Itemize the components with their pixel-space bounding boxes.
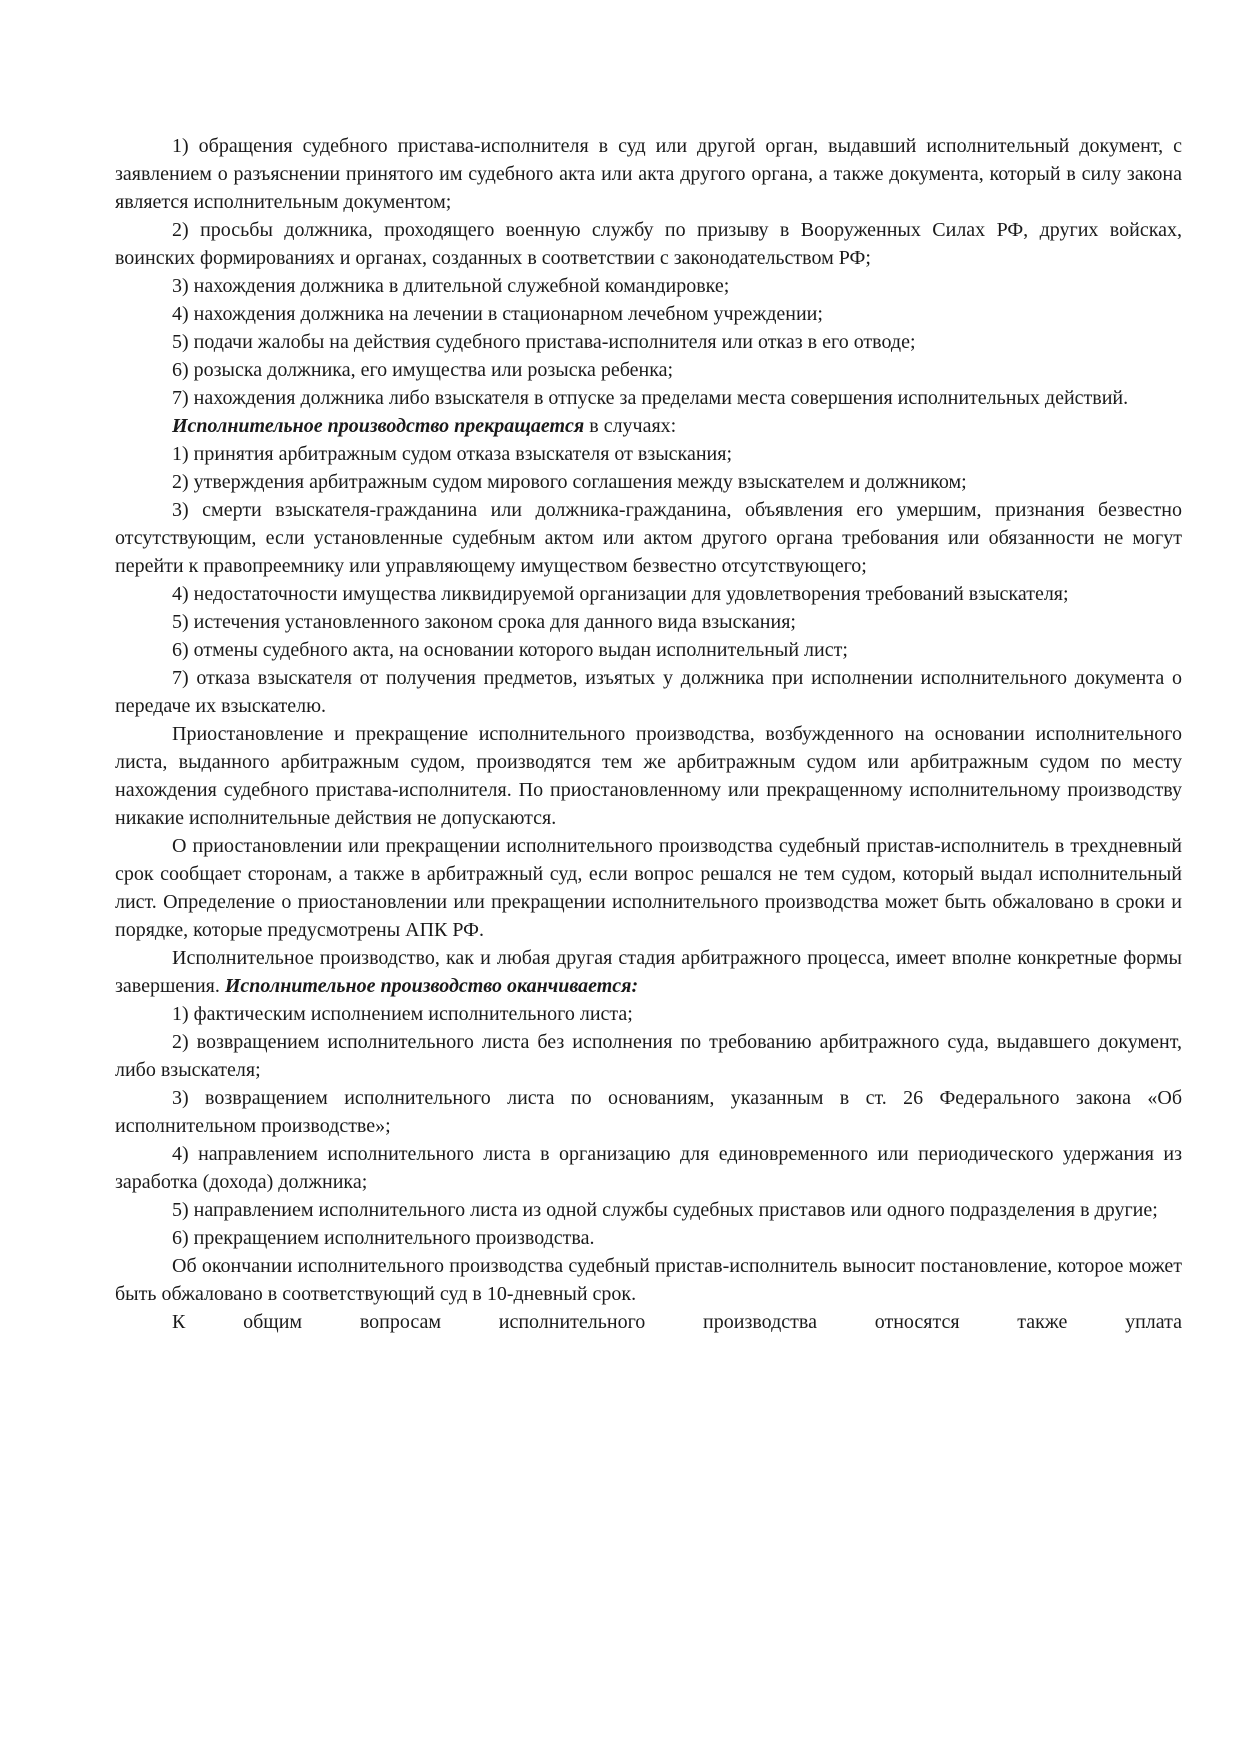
paragraph-text: 7) нахождения должника либо взыскателя в отпуске за пределами места совершения исполнительных действий. xyxy=(172,387,1129,409)
paragraph xyxy=(115,944,1182,1000)
paragraph-text: 2) утверждения арбитражным судом мирового соглашения между взыскателем и должником; xyxy=(172,471,967,493)
paragraph xyxy=(115,272,1182,300)
paragraph-text: 6) прекращением исполнительного производства. xyxy=(172,1227,595,1249)
paragraph xyxy=(115,1140,1182,1196)
paragraph xyxy=(115,636,1182,664)
paragraph-text: 6) отмены судебного акта, на основании которого выдан исполнительный лист; xyxy=(172,639,848,661)
paragraph xyxy=(115,664,1182,720)
paragraph xyxy=(115,1224,1182,1252)
document-page xyxy=(115,132,1182,1336)
paragraph-text: 6) розыска должника, его имущества или розыска ребенка; xyxy=(172,359,674,381)
paragraph xyxy=(115,608,1182,636)
paragraph-text: Приостановление и прекращение исполнительного производства, возбужденного на основании исполнительного листа, выданного арбитражным судом, производятся тем же арбитражным судом или арбитражным судом по месту нахождения судебного пристава-исполнителя. По приостановленному или прекращенному исполнительному производству никакие исполнительные действия не допускаются. xyxy=(115,723,1182,829)
paragraph xyxy=(115,356,1182,384)
paragraph xyxy=(115,1084,1182,1140)
paragraph xyxy=(115,468,1182,496)
paragraph-text: 3) возвращением исполнительного листа по основаниям, указанным в ст. 26 Федерального закона «Об исполнительном производстве»; xyxy=(115,1087,1182,1137)
paragraph xyxy=(115,412,1182,440)
paragraph xyxy=(115,328,1182,356)
paragraph xyxy=(115,216,1182,272)
paragraph-text: 3) нахождения должника в длительной служебной командировке; xyxy=(172,275,730,297)
paragraph xyxy=(115,1196,1182,1224)
paragraph xyxy=(115,580,1182,608)
paragraph-text: 5) подачи жалобы на действия судебного пристава-исполнителя или отказ в его отводе; xyxy=(172,331,916,353)
paragraph xyxy=(115,832,1182,944)
emphasis-heading: Исполнительное производство оканчивается: xyxy=(224,975,639,997)
paragraph-text: 1) фактическим исполнением исполнительного листа; xyxy=(172,1003,633,1025)
paragraph-text: 7) отказа взыскателя от получения предметов, изъятых у должника при исполнении исполнительного документа о передаче их взыскателю. xyxy=(115,667,1182,717)
emphasis-heading: Исполнительное производство прекращается xyxy=(172,415,585,437)
paragraph xyxy=(115,1252,1182,1308)
paragraph-text: О приостановлении или прекращении исполнительного производства судебный пристав-исполнитель в трехдневный срок сообщает сторонам, а также в арбитражный суд, если вопрос решался не тем судом, который выдал исполнительный лист. Определение о приостановлении или прекращении исполнительного производства может быть обжаловано в сроки и порядке, которые предусмотрены АПК РФ. xyxy=(115,835,1182,941)
paragraph xyxy=(115,1028,1182,1084)
paragraph-text: 4) нахождения должника на лечении в стационарном лечебном учреждении; xyxy=(172,303,823,325)
paragraph-text: 1) принятия арбитражным судом отказа взыскателя от взыскания; xyxy=(172,443,733,465)
paragraph-text: 2) возвращением исполнительного листа без исполнения по требованию арбитражного суда, выдавшего документ, либо взыскателя; xyxy=(115,1031,1182,1081)
paragraph xyxy=(115,384,1182,412)
paragraph xyxy=(115,440,1182,468)
paragraph xyxy=(115,300,1182,328)
paragraph-text: 3) смерти взыскателя-гражданина или должника-гражданина, объявления его умершим, признания безвестно отсутствующим, если установленные судебным актом или актом другого органа требования или обязанности не могут перейти к правопреемнику или управляющему имуществом безвестно отсутствующего; xyxy=(115,499,1182,577)
paragraph-text: Исполнительное производство, как и любая другая стадия арбитражного процесса, имеет вполне конкретные формы завершения. xyxy=(115,947,1182,997)
paragraph-text: в случаях: xyxy=(584,415,677,437)
paragraph xyxy=(115,132,1182,216)
paragraph-text: 2) просьбы должника, проходящего военную службу по призыву в Вооруженных Силах РФ, других войсках, воинских формированиях и органах, созданных в соответствии с законодательством РФ; xyxy=(115,219,1182,269)
paragraph-text: 4) направлением исполнительного листа в организацию для единовременного или периодического удержания из заработка (дохода) должника; xyxy=(115,1143,1182,1193)
paragraph xyxy=(115,1308,1182,1336)
paragraph-text: 1) обращения судебного пристава-исполнителя в суд или другой орган, выдавший исполнительный документ, с заявлением о разъяснении принятого им судебного акта или акта другого органа, а также документа, который в силу закона является исполнительным документом; xyxy=(115,135,1182,213)
paragraph-text: 4) недостаточности имущества ликвидируемой организации для удовлетворения требований взыскателя; xyxy=(172,583,1069,605)
paragraph xyxy=(115,720,1182,832)
paragraph-text: 5) истечения установленного законом срока для данного вида взыскания; xyxy=(172,611,796,633)
paragraph xyxy=(115,1000,1182,1028)
paragraph-text: Об окончании исполнительного производства судебный пристав-исполнитель выносит постановление, которое может быть обжаловано в соответствующий суд в 10-дневный срок. xyxy=(115,1255,1182,1305)
paragraph-text: 5) направлением исполнительного листа из одной службы судебных приставов или одного подразделения в другие; xyxy=(172,1199,1158,1221)
paragraph-text: К общим вопросам исполнительного производства относятся также уплата xyxy=(172,1311,1182,1333)
paragraph xyxy=(115,496,1182,580)
